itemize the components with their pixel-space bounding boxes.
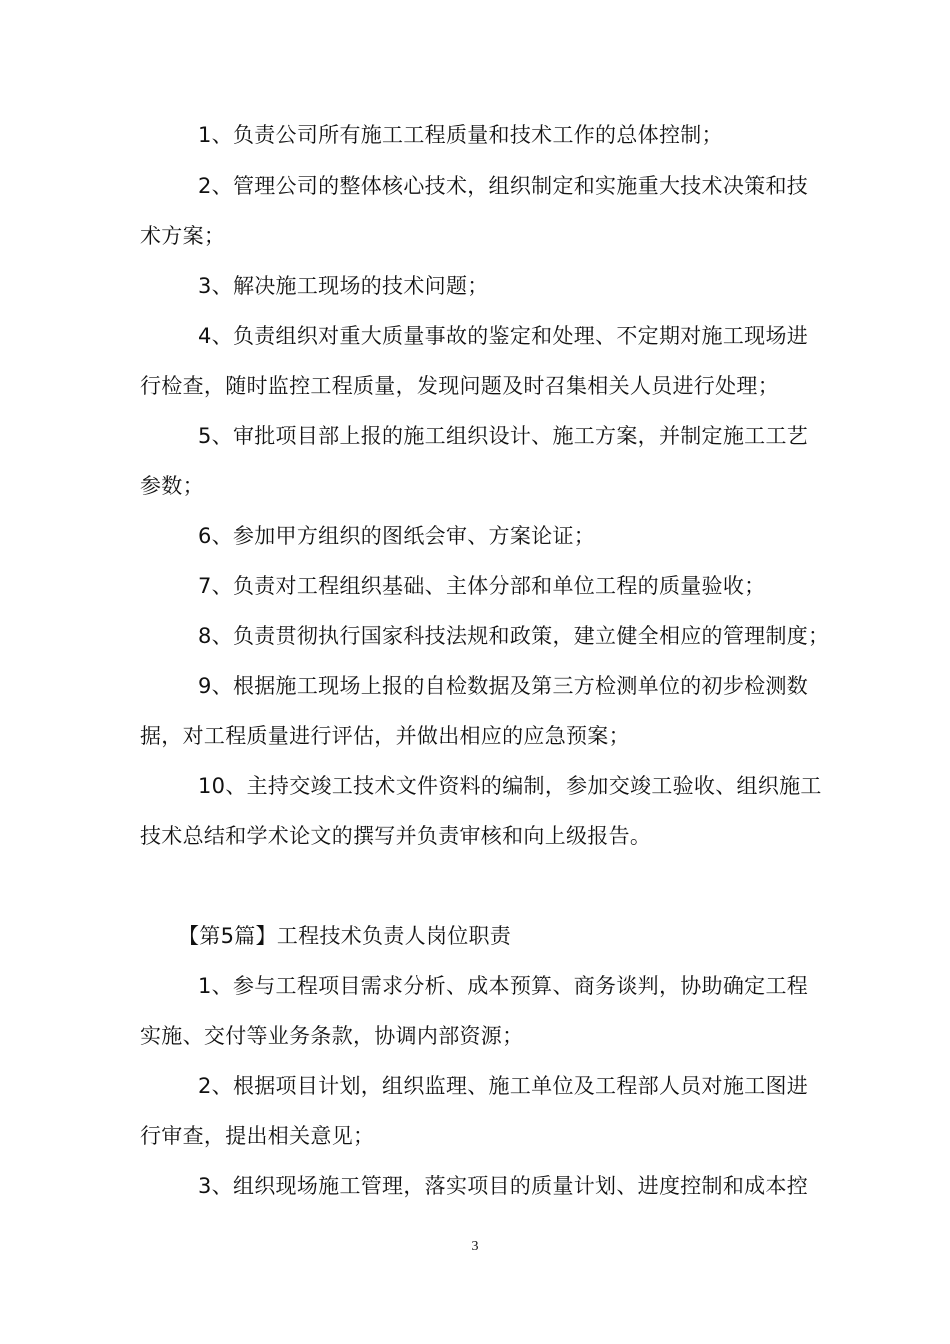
- paragraph-line: 1、参与工程项目需求分析、成本预算、商务谈判，协助确定工程: [198, 974, 809, 998]
- paragraph-line: 3、解决施工现场的技术问题；: [198, 274, 489, 298]
- paragraph-line: 7、负责对工程组织基础、主体分部和单位工程的质量验收；: [198, 574, 766, 598]
- paragraph-line: 术方案；: [140, 224, 226, 248]
- paragraph-line: 2、管理公司的整体核心技术，组织制定和实施重大技术决策和技: [198, 174, 809, 198]
- paragraph-line: 5、审批项目部上报的施工组织设计、施工方案，并制定施工工艺: [198, 424, 809, 448]
- paragraph-line: 实施、交付等业务条款，协调内部资源；: [140, 1024, 524, 1048]
- paragraph-line: 行审查，提出相关意见；: [140, 1124, 375, 1148]
- paragraph-line: 9、根据施工现场上报的自检数据及第三方检测单位的初步检测数: [198, 674, 809, 698]
- page-number: 3: [471, 1239, 479, 1254]
- paragraph-line: 10、主持交竣工技术文件资料的编制，参加交竣工验收、组织施工: [198, 774, 822, 798]
- paragraph-line: 据，对工程质量进行评估，并做出相应的应急预案；: [140, 724, 630, 748]
- paragraph-line: 6、参加甲方组织的图纸会审、方案论证；: [198, 524, 596, 548]
- paragraph-line: 1、负责公司所有施工工程质量和技术工作的总体控制；: [198, 123, 723, 147]
- paragraph-line: 8、负责贯彻执行国家科技法规和政策，建立健全相应的管理制度；: [198, 624, 830, 648]
- paragraph-line: 2、根据项目计划，组织监理、施工单位及工程部人员对施工图进: [198, 1074, 809, 1098]
- section-heading: 【第5篇】工程技术负责人岗位职责: [178, 924, 512, 948]
- paragraph-line: 参数；: [140, 474, 204, 498]
- paragraph-line: 3、组织现场施工管理，落实项目的质量计划、进度控制和成本控: [198, 1174, 809, 1198]
- paragraph-line: 行检查，随时监控工程质量，发现问题及时召集相关人员进行处理；: [140, 374, 779, 398]
- paragraph-line: 4、负责组织对重大质量事故的鉴定和处理、不定期对施工现场进: [198, 324, 809, 348]
- paragraph-line: 技术总结和学术论文的撰写并负责审核和向上级报告。: [140, 824, 652, 848]
